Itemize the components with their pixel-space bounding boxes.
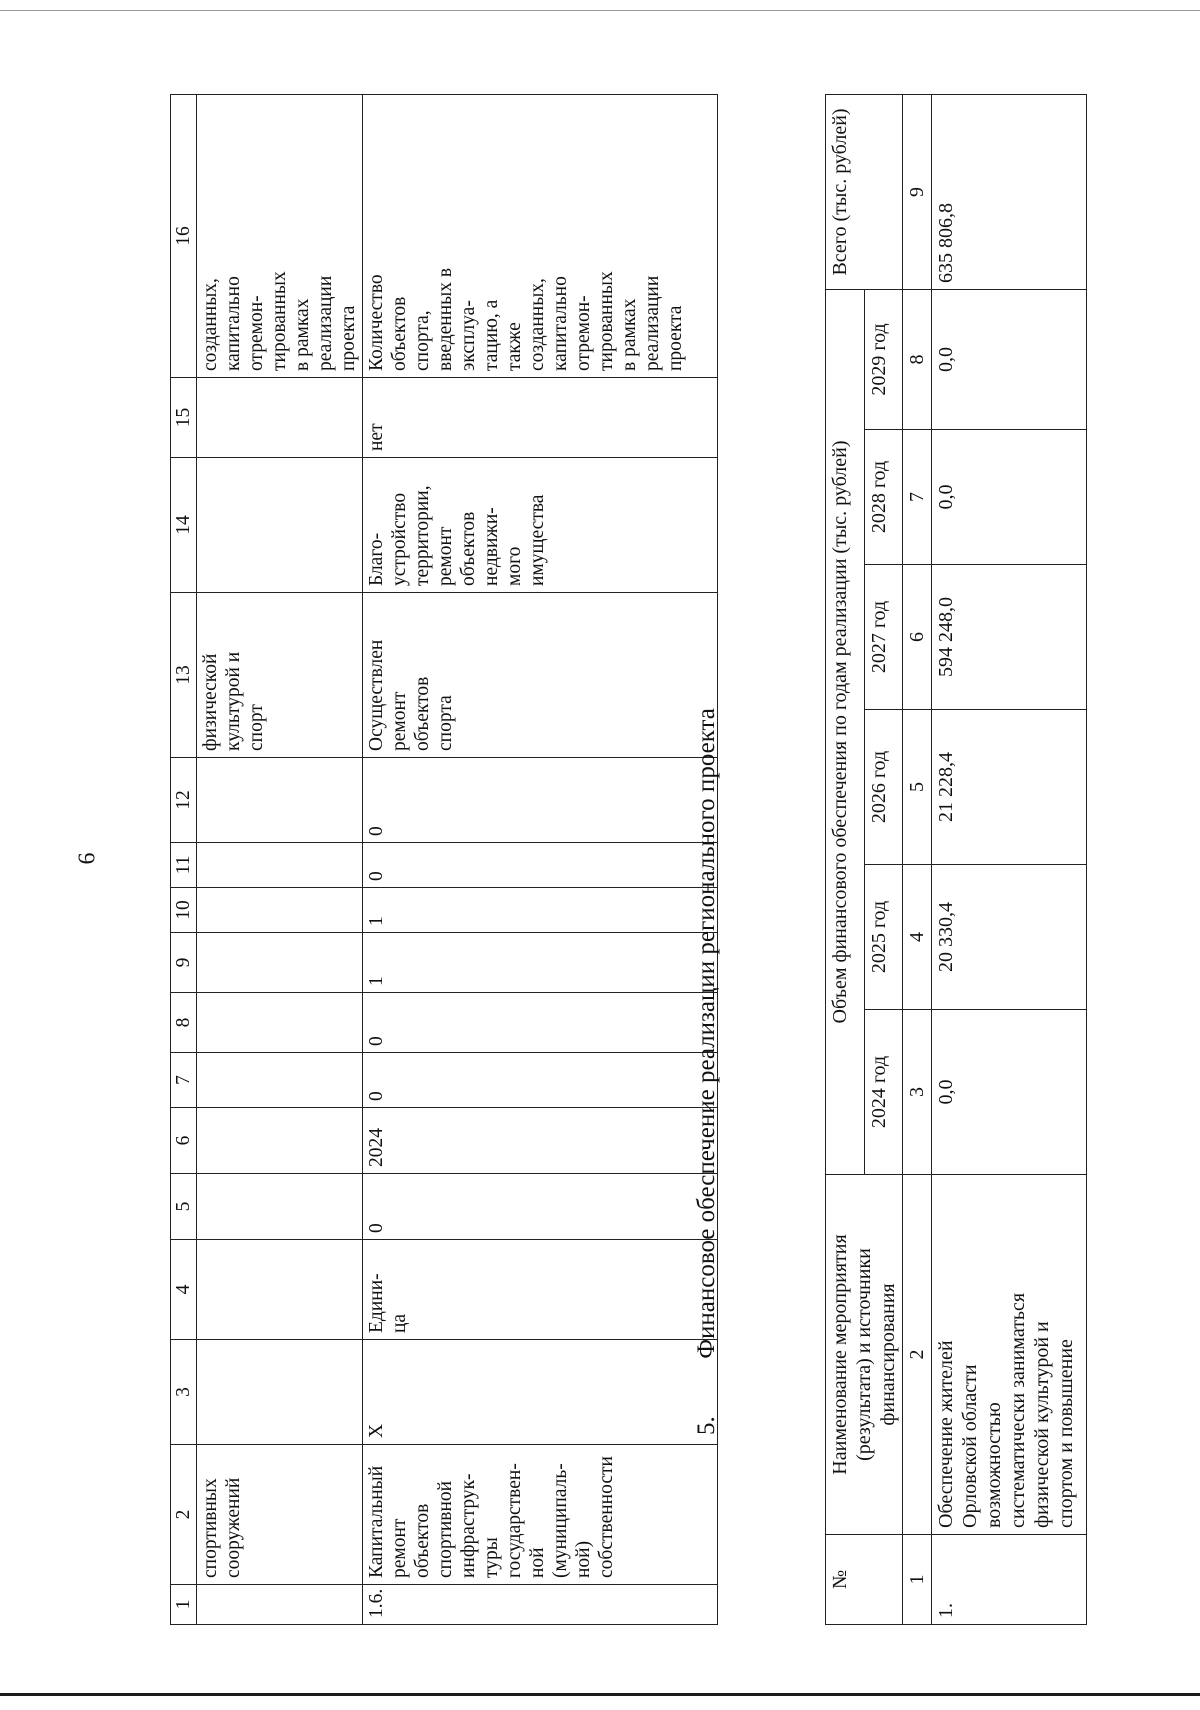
col-number: 14 (171, 458, 197, 593)
cell-row-number: 1. (932, 1535, 1087, 1625)
cell-empty (197, 1240, 363, 1340)
cell-total: 635 806,8 (932, 94, 1087, 289)
header-number: № (826, 1535, 903, 1625)
cell-activity-name: Капитальный ремонт объектов спортивной инфраструк- туры государствен- ной (муниципаль- ной) собственности (363, 1445, 718, 1585)
col-number: 6 (171, 1108, 197, 1174)
section-heading (693, 135, 721, 1435)
cell-empty (197, 1108, 363, 1174)
cell-col7: 0 (363, 1053, 718, 1108)
cell-col15: нет (363, 378, 718, 458)
cell-empty (197, 1585, 363, 1625)
col-number: 6 (903, 565, 932, 710)
header-year: 2029 год (864, 289, 903, 429)
cell-row-number: 1.6. (363, 1585, 718, 1625)
cell-empty (197, 933, 363, 993)
cell-col3: Х (363, 1340, 718, 1445)
header-total: Всего (тыс. рублей) (826, 94, 903, 289)
upper-table-column-numbers (171, 95, 197, 1625)
cell-col9: 1 (363, 933, 718, 993)
cell-value-2027: 594 248,0 (932, 565, 1087, 710)
col-number: 11 (171, 843, 197, 888)
header-year: 2026 год (864, 710, 903, 865)
col-number: 12 (171, 758, 197, 843)
header-year: 2025 год (864, 865, 903, 1010)
cell-activity-name: Обеспечение жителей Орловской области возможностью систематически заниматься физической культурой и спортом и повышение (932, 1175, 1087, 1535)
section-title: Финансовое обеспечение реализации регионального проекта (693, 708, 720, 1359)
cell-result: Осуществлен ремонт объектов спорта (363, 593, 718, 758)
header-activity-name: Наименование мероприятия (результата) и источники финансирования (826, 1175, 903, 1535)
finance-header-row-1 (826, 94, 865, 1624)
col-number: 9 (903, 94, 932, 289)
cell-empty (197, 843, 363, 888)
cell-result-continuation: физической культурой и спорт (197, 593, 363, 758)
scan-top-edge (0, 10, 1200, 11)
col-number: 7 (171, 1053, 197, 1108)
cell-year: 2024 (363, 1108, 718, 1174)
cell-col8: 0 (363, 993, 718, 1053)
cell-col10: 1 (363, 888, 718, 933)
header-volume: Объем финансового обеспечения по годам реализации (тыс. рублей) (826, 289, 865, 1174)
cell-indicator-continuation: созданных, капитально отремон- тированных в рамках реализации проекта (197, 95, 363, 378)
col-number: 7 (903, 430, 932, 565)
cell-col5: 0 (363, 1174, 718, 1240)
col-number: 9 (171, 933, 197, 993)
finance-column-numbers (903, 94, 932, 1624)
cell-empty (197, 1053, 363, 1108)
col-number: 4 (903, 865, 932, 1010)
cell-value-2024: 0,0 (932, 1010, 1087, 1175)
col-number: 8 (903, 289, 932, 429)
cell-unit: Едини- ца (363, 1240, 718, 1340)
col-number: 10 (171, 888, 197, 933)
scan-bottom-edge (0, 1693, 1200, 1696)
cell-empty (197, 758, 363, 843)
col-number: 8 (171, 993, 197, 1053)
col-number: 2 (903, 1175, 932, 1535)
cell-empty (197, 1340, 363, 1445)
table-row-1-6 (363, 95, 718, 1625)
section-number: 5. (693, 1416, 720, 1435)
col-number: 16 (171, 95, 197, 378)
cell-col11: 0 (363, 843, 718, 888)
col-number: 1 (171, 1585, 197, 1625)
rotated-page-content (105, 85, 1095, 1625)
col-number: 3 (903, 1010, 932, 1175)
cell-value-2028: 0,0 (932, 430, 1087, 565)
cell-indicator: Количество объектов спорта, введенных в эксплуа- тацию, а также созданных, капитально отремон- тированных в рамках реализации проекта (363, 95, 718, 378)
cell-characteristic: Благо- устройство территории, ремонт объектов недвижи- мого имущества (363, 458, 718, 593)
cell-empty (197, 1174, 363, 1240)
cell-value-2029: 0,0 (932, 289, 1087, 429)
col-number: 1 (903, 1535, 932, 1625)
cell-empty (197, 888, 363, 933)
cell-value-2025: 20 330,4 (932, 865, 1087, 1010)
finance-row-1 (932, 94, 1087, 1624)
header-year: 2024 год (864, 1010, 903, 1175)
col-number: 5 (903, 710, 932, 865)
header-year: 2027 год (864, 565, 903, 710)
cell-empty (197, 378, 363, 458)
upper-table (170, 94, 718, 1625)
cell-empty (197, 458, 363, 593)
cell-value-2026: 21 228,4 (932, 710, 1087, 865)
col-number: 2 (171, 1445, 197, 1585)
cell-name-continuation: спортивных сооружений (197, 1445, 363, 1585)
page-number: 6 (74, 852, 101, 865)
cell-empty (197, 993, 363, 1053)
finance-table (825, 94, 1087, 1625)
col-number: 13 (171, 593, 197, 758)
col-number: 3 (171, 1340, 197, 1445)
continuation-row (197, 95, 363, 1625)
col-number: 15 (171, 378, 197, 458)
col-number: 5 (171, 1174, 197, 1240)
cell-col12: 0 (363, 758, 718, 843)
col-number: 4 (171, 1240, 197, 1340)
header-year: 2028 год (864, 430, 903, 565)
